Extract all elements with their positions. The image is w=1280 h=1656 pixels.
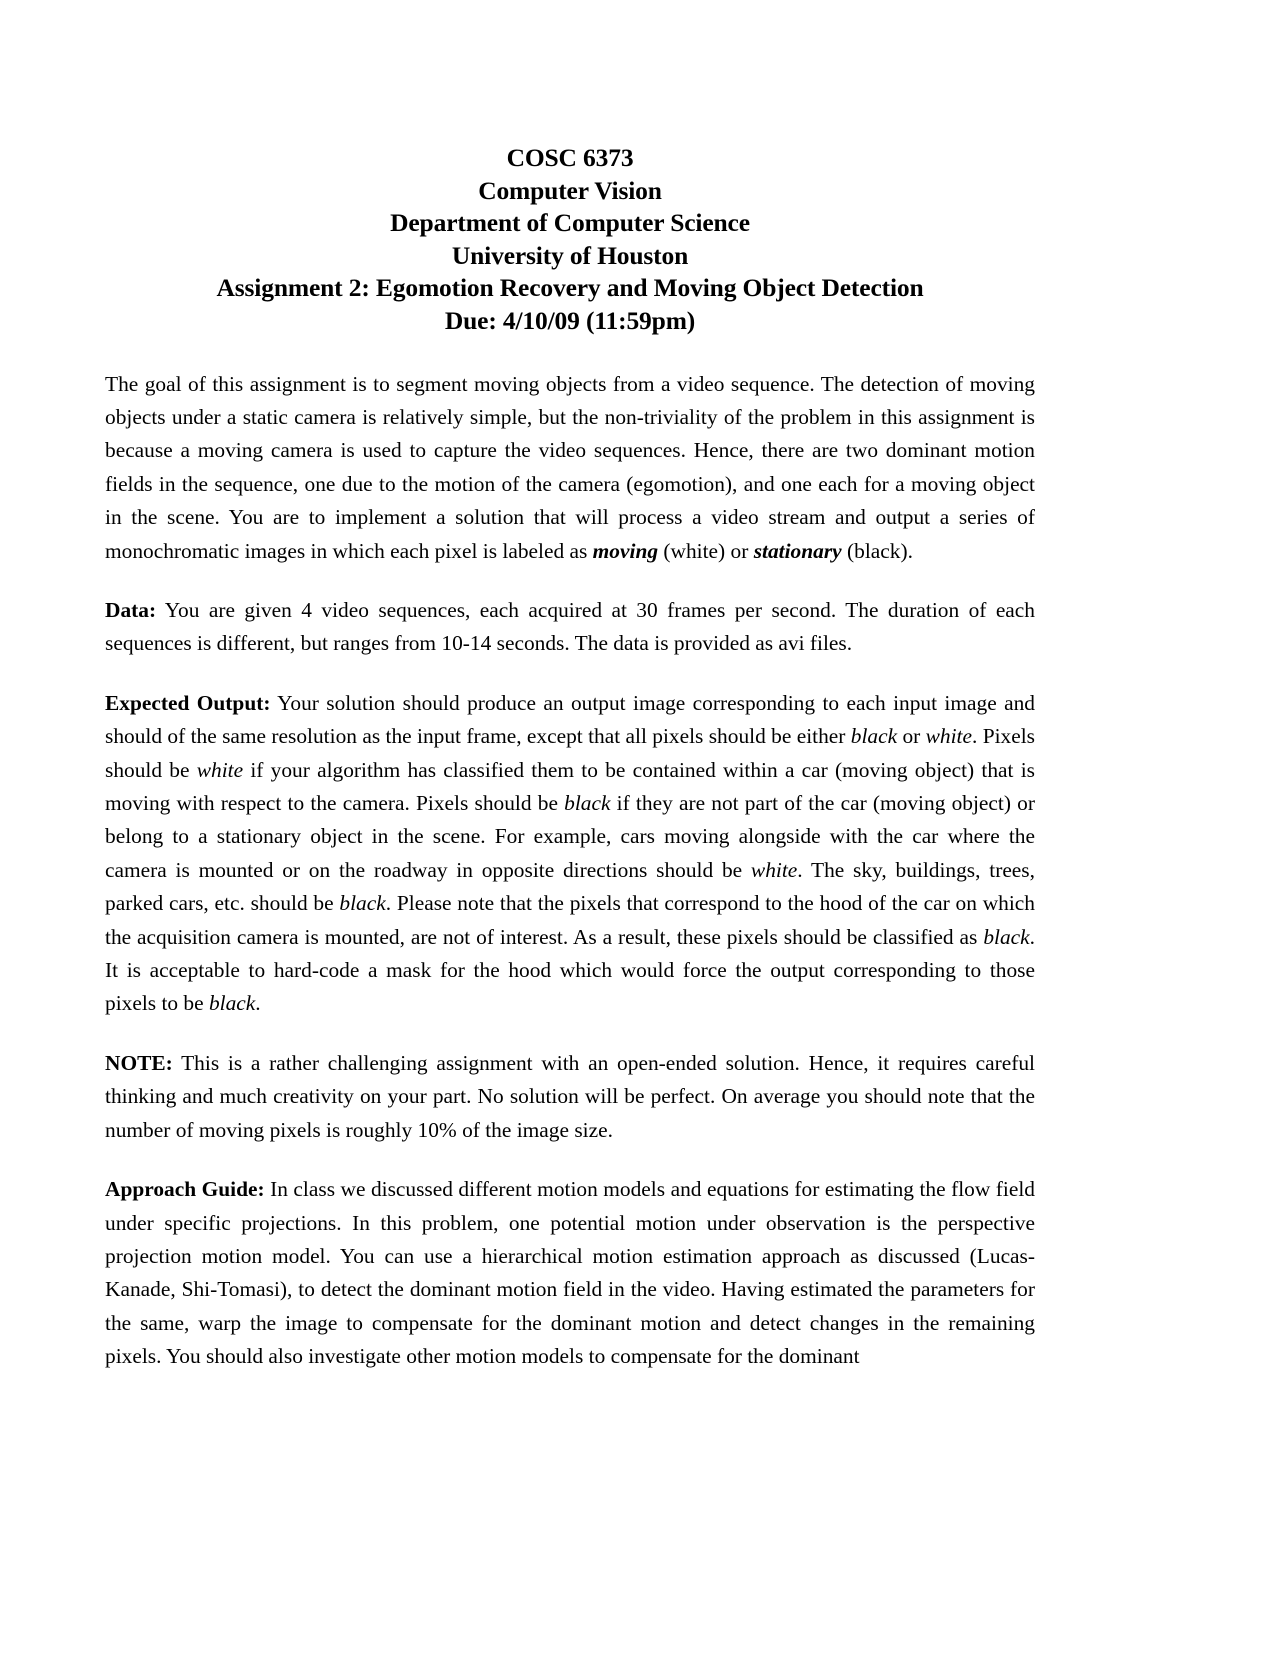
emphasis-black-5: black bbox=[208, 991, 256, 1016]
department-name: Department of Computer Science bbox=[390, 208, 750, 238]
approach-guide-label: Approach Guide: bbox=[105, 1177, 265, 1202]
emphasis-white-3: white bbox=[750, 857, 798, 882]
paragraph-expected-output bbox=[105, 687, 1035, 1021]
paragraph-approach-guide bbox=[105, 1173, 1035, 1373]
emphasis-black-1: black bbox=[850, 724, 898, 749]
expected-output-part4: if your algorithm has classified them to be contained within a car (moving object) that is moving with respect to the camera. Pixels should be bbox=[105, 757, 1035, 816]
data-body: You are given 4 video sequences, each acquired at 30 frames per second. The duration of each sequences is different, but ranges from 10-14 seconds. The data is provided as avi files. bbox=[105, 598, 1035, 656]
intro-text-part2: (white) or bbox=[658, 538, 754, 563]
expected-output-part2: or bbox=[897, 724, 926, 749]
university-name: University of Houston bbox=[451, 240, 689, 270]
due-date: Due: 4/10/09 (11:59pm) bbox=[444, 305, 696, 335]
note-label: NOTE: bbox=[105, 1050, 173, 1075]
paragraph-spacer bbox=[105, 661, 1035, 687]
emphasis-black-3: black bbox=[339, 891, 386, 916]
expected-output-part5: if they are not part of the car (moving object) or belong to a stationary object in the scene. For example, cars moving alongside with the car where the camera is mounted or on the roadway in opposite directions should be bbox=[105, 791, 1035, 882]
emphasis-white-2: white bbox=[196, 757, 244, 782]
expected-output-part7: . Please note that the pixels that correspond to the hood of the car on which the acquisition camera is mounted, are not of interest. As a result, these pixels should be classified as bbox=[105, 891, 1035, 949]
paragraph-note bbox=[105, 1047, 1035, 1147]
intro-text-part1: The goal of this assignment is to segment moving objects from a video sequence. The detection of moving objects under a static camera is relatively simple, but the non-triviality of the problem in this assignment is because a moving camera is used to capture the video sequences. Hence, there are two dominant motion fields in the sequence, one due to the motion of the camera (egomotion), and one each for a moving object in the scene. You are to implement a solution that will process a video stream and output a series of monochromatic images in which each pixel is labeled as bbox=[105, 371, 1035, 563]
paragraph-data bbox=[105, 594, 1035, 661]
emphasis-black-2: black bbox=[564, 791, 611, 816]
expected-output-part3: . Pixels should be bbox=[105, 724, 1035, 782]
expected-output-part6: . The sky, buildings, trees, parked cars, etc. should be bbox=[105, 857, 1035, 916]
paragraph-spacer bbox=[105, 1021, 1035, 1047]
intro-text-part3: (black). bbox=[841, 538, 913, 563]
course-code: COSC 6373 bbox=[506, 143, 634, 172]
assignment-title: Assignment 2: Egomotion Recovery and Moving Object Detection bbox=[216, 273, 924, 303]
expected-output-part1: Your solution should produce an output image corresponding to each input image and should of the same resolution as the input frame, except that all pixels should be either bbox=[105, 690, 1035, 749]
emphasis-moving: moving bbox=[592, 538, 659, 563]
emphasis-stationary: stationary bbox=[753, 538, 842, 563]
paragraph-intro bbox=[105, 368, 1035, 568]
document-content bbox=[105, 0, 1035, 1374]
paragraph-spacer bbox=[105, 568, 1035, 594]
emphasis-white-1: white bbox=[925, 724, 972, 749]
expected-output-part9: . bbox=[255, 991, 261, 1016]
paragraph-spacer bbox=[105, 1147, 1035, 1173]
document-header bbox=[105, 142, 1035, 338]
approach-guide-body: In class we discussed different motion models and equations for estimating the flow field under specific projections. In this problem, one potential motion under observation is the perspective projection motion model. You can use a hierarchical motion estimation approach as discussed (Lucas-Kanade, Shi-Tomasi), to detect the dominant motion field in the video. Having estimated the parameters for the same, warp the image to compensate for the dominant motion and detect changes in the remaining pixels. You should also investigate other motion models to compensate for the dominant bbox=[105, 1177, 1035, 1369]
data-label: Data: bbox=[105, 598, 157, 622]
expected-output-part8: . It is acceptable to hard-code a mask for the hood which would force the output corresponding to those pixels to be bbox=[105, 924, 1035, 1016]
course-name: Computer Vision bbox=[478, 175, 662, 205]
expected-output-label: Expected Output: bbox=[105, 690, 271, 715]
emphasis-black-4: black bbox=[983, 924, 1030, 949]
note-body: This is a rather challenging assignment with an open-ended solution. Hence, it requires careful thinking and much creativity on your part. No solution will be perfect. On average you should note that the number of moving pixels is roughly 10% of the image size. bbox=[105, 1050, 1035, 1142]
